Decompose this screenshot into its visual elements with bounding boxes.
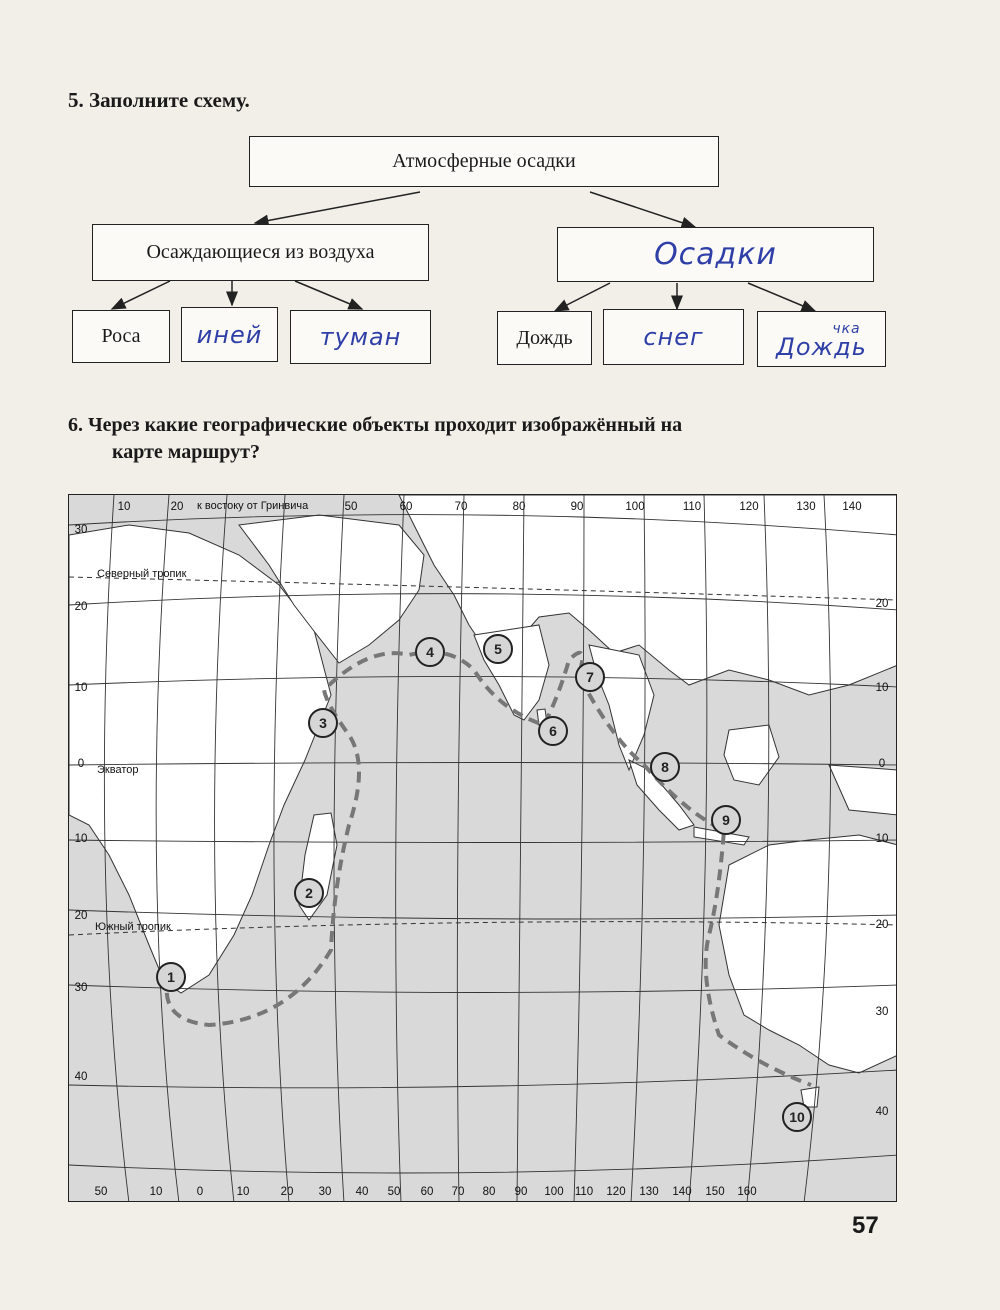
task6-title-line2: карте маршрут? — [112, 441, 260, 463]
left-latitude-label: 10 — [74, 833, 88, 845]
task6-title-line1: 6. Через какие географические объекты проходит изображённый на — [68, 414, 683, 436]
bottom-longitude-label: 20 — [280, 1186, 294, 1198]
bottom-longitude-labels — [95, 1186, 757, 1198]
leaf-answer: снег — [643, 323, 704, 351]
bottom-longitude-label: 50 — [387, 1186, 401, 1198]
south-tropic-label: Южный тропик — [95, 921, 171, 933]
leaf-label: Дождь — [516, 326, 573, 349]
leaf-label: Роса — [101, 325, 141, 347]
route-point-2 — [295, 879, 323, 907]
scheme-leaf-dew — [72, 310, 170, 363]
left-latitude-label: 20 — [74, 601, 88, 613]
route-point-1 — [157, 963, 185, 991]
leaf-answer: иней — [196, 320, 263, 349]
left-latitude-label: 30 — [74, 524, 88, 536]
scheme-leaf-answer-snow[interactable] — [603, 309, 744, 365]
right-latitude-label: 10 — [875, 833, 889, 845]
bottom-longitude-label: 0 — [196, 1186, 204, 1198]
bottom-longitude-label: 100 — [544, 1186, 564, 1198]
route-point-number: 5 — [494, 641, 502, 657]
leaf-answer — [776, 320, 867, 359]
asia-landmass — [399, 495, 897, 695]
route-map-svg — [69, 495, 897, 1202]
top-longitude-label: 80 — [512, 501, 526, 513]
equator-label: Экватор — [97, 764, 139, 776]
leaf-answer-main: Дождь — [776, 332, 867, 361]
task5-title: 5. Заполните схему. — [68, 88, 250, 112]
right-latitude-label: 40 — [875, 1106, 889, 1118]
top-longitude-label: 20 — [170, 501, 184, 513]
bottom-longitude-label: 30 — [318, 1186, 332, 1198]
scheme-leaf-answer-frost[interactable] — [181, 307, 278, 362]
top-longitude-label: 110 — [682, 501, 702, 513]
new-guinea-landmass — [829, 765, 897, 815]
leaf-answer: туман — [319, 323, 402, 351]
left-latitude-label: 10 — [74, 682, 88, 694]
top-longitude-label: 50 — [344, 501, 358, 513]
scheme-right-branch-answer: Осадки — [654, 237, 777, 272]
bottom-longitude-label: 110 — [574, 1186, 594, 1198]
bottom-longitude-label: 160 — [737, 1186, 757, 1198]
route-point-number: 4 — [426, 644, 434, 660]
right-latitude-label: 10 — [875, 682, 889, 694]
scheme-leaf-answer-fog[interactable] — [290, 310, 431, 364]
route-point-10 — [783, 1103, 811, 1131]
right-latitude-label: 30 — [875, 1006, 889, 1018]
top-longitude-label: 70 — [454, 501, 468, 513]
top-longitude-label: 10 — [117, 501, 131, 513]
left-latitude-label: 20 — [74, 910, 88, 922]
scheme-leaf-answer-drizzle[interactable] — [757, 311, 886, 367]
route-point-number: 10 — [789, 1109, 805, 1125]
route-point-4 — [416, 638, 444, 666]
bottom-longitude-label: 120 — [606, 1186, 626, 1198]
route-point-7 — [576, 663, 604, 691]
scheme-leaf-rain — [497, 311, 592, 365]
scheme-left-branch-box — [92, 224, 429, 281]
route-point-number: 2 — [305, 885, 313, 901]
land-masses — [69, 495, 897, 1107]
top-longitude-label: 120 — [739, 501, 759, 513]
bottom-longitude-label: 60 — [420, 1186, 434, 1198]
route-point-number: 6 — [549, 723, 557, 739]
leaf-answer-superscript: чка — [832, 320, 861, 337]
route-point-3 — [309, 709, 337, 737]
route-point-number: 3 — [319, 715, 327, 731]
bottom-longitude-label: 80 — [482, 1186, 496, 1198]
left-latitude-label: 30 — [74, 982, 88, 994]
route-point-5 — [484, 635, 512, 663]
scheme-right-branch-box[interactable] — [557, 227, 874, 282]
bottom-longitude-label: 10 — [236, 1186, 250, 1198]
top-longitude-label: 140 — [842, 501, 862, 513]
left-latitude-label: 0 — [77, 758, 85, 770]
bottom-longitude-label: 40 — [355, 1186, 369, 1198]
route-map — [68, 494, 897, 1202]
bottom-longitude-label: 50 — [94, 1186, 108, 1198]
right-latitude-label: 0 — [878, 758, 886, 770]
route-point-number: 8 — [661, 759, 669, 775]
australia-landmass — [719, 835, 897, 1073]
right-latitude-label: 20 — [875, 598, 889, 610]
route-point-number: 1 — [167, 969, 175, 985]
page-number: 57 — [852, 1212, 879, 1239]
left-latitude-label: 40 — [74, 1071, 88, 1083]
top-longitude-label: 100 — [625, 501, 645, 513]
scheme-left-branch-label: Осаждающиеся из воздуха — [146, 241, 375, 263]
borneo-landmass — [724, 725, 779, 785]
route-point-6 — [539, 717, 567, 745]
top-longitude-label: 60 — [399, 501, 413, 513]
north-tropic-label: Северный тропик — [97, 568, 187, 580]
bottom-longitude-label: 70 — [451, 1186, 465, 1198]
bottom-longitude-label: 10 — [149, 1186, 163, 1198]
top-longitude-label: 90 — [570, 501, 584, 513]
bottom-longitude-label: 140 — [672, 1186, 692, 1198]
scheme-root-box — [249, 136, 719, 187]
right-latitude-label: 20 — [875, 919, 889, 931]
top-longitude-label: 130 — [796, 501, 816, 513]
scheme-root-label: Атмосферные осадки — [392, 150, 576, 172]
route-point-number: 9 — [722, 812, 730, 828]
top-caption: к востоку от Гринвича — [197, 500, 309, 512]
bottom-longitude-label: 150 — [705, 1186, 725, 1198]
bottom-longitude-label: 130 — [639, 1186, 659, 1198]
route-point-9 — [712, 806, 740, 834]
indochina-landmass — [589, 645, 654, 770]
route-point-number: 7 — [586, 669, 594, 685]
bottom-longitude-label: 90 — [514, 1186, 528, 1198]
route-point-8 — [651, 753, 679, 781]
india-landmass — [474, 625, 549, 720]
